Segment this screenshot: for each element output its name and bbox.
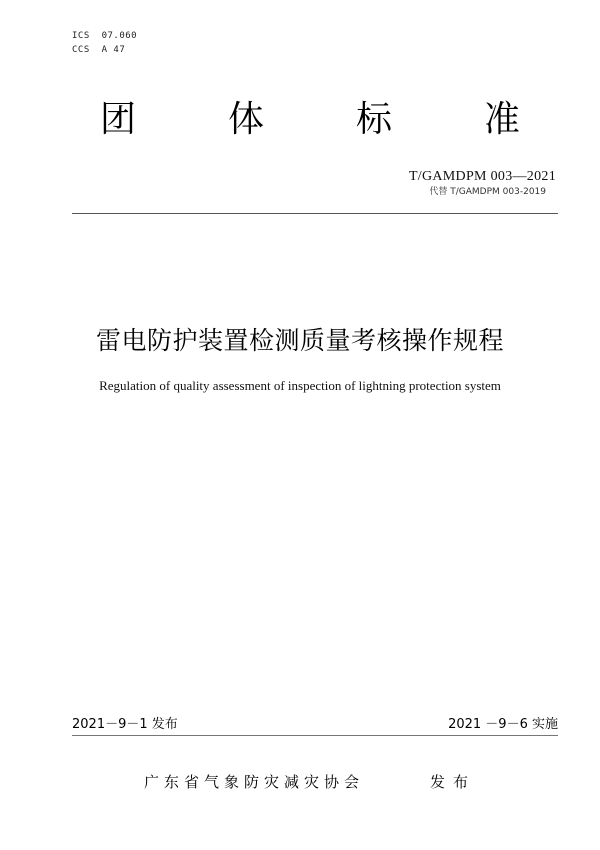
doc-type-char-1: 团	[100, 99, 137, 140]
issuing-organization: 广东省气象防灾减灾协会	[144, 773, 365, 791]
header-divider	[72, 213, 558, 214]
document-type-heading	[100, 96, 520, 144]
classification-codes	[72, 29, 137, 57]
standard-number: T/GAMDPM 003—2021	[408, 169, 556, 184]
title-english: Regulation of quality assessment of inspection of lightning protection system	[99, 378, 501, 393]
publish-date: 2021－9－1 发布	[72, 717, 178, 732]
title-chinese: 雷电防护装置检测质量考核操作规程	[95, 326, 504, 355]
ccs-code: CCS A 47	[72, 45, 126, 55]
doc-type-char-4: 准	[483, 99, 520, 140]
issue-action: 发布	[430, 773, 477, 791]
footer-divider	[72, 735, 558, 736]
doc-type-char-2: 体	[227, 99, 264, 140]
implement-date: 2021 －9－6 实施	[448, 717, 558, 732]
standard-replaces: 代替 T/GAMDPM 003-2019	[429, 187, 546, 197]
doc-type-char-3: 标	[355, 99, 392, 140]
ics-code: ICS 07.060	[72, 31, 138, 41]
